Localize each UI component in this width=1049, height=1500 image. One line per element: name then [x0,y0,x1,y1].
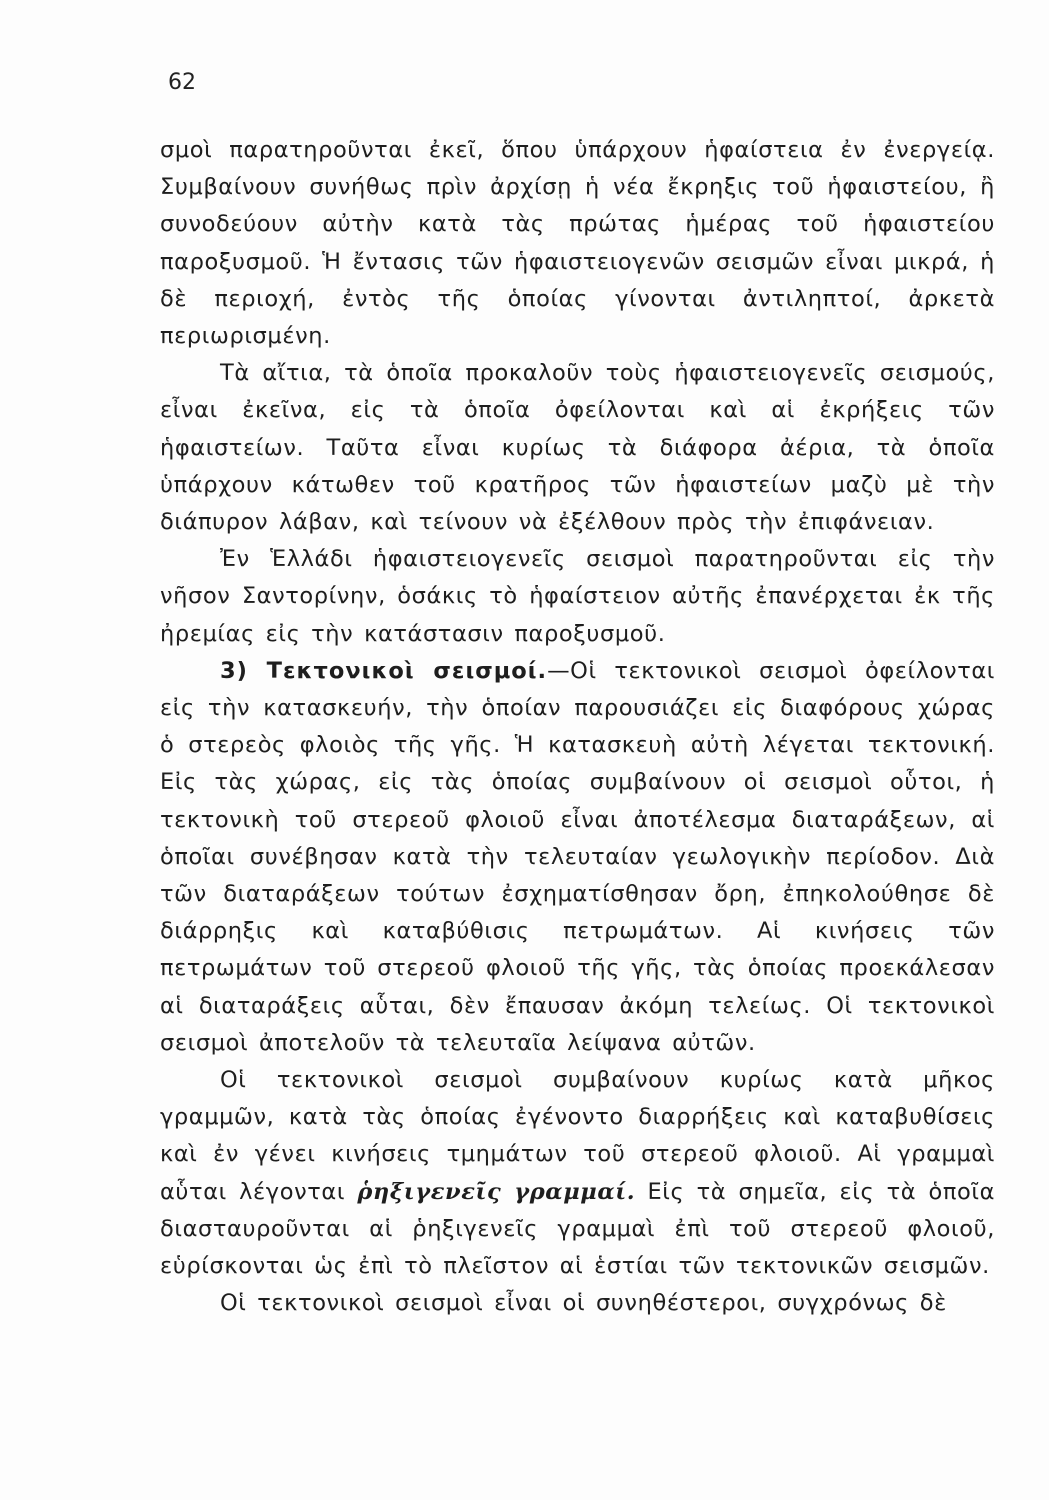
paragraph-frequency [160,1285,995,1322]
paragraph-greece-santorini [160,541,995,653]
paragraph-text: Τὰ αἴτια, τὰ ὁποῖα προκαλοῦν τοὺς ἡφαιστειογενεῖς σεισμούς, εἶναι ἐκεῖνα, εἰς τὰ ὁποῖα ὀφείλονται καὶ αἱ ἐκρήξεις τῶν ἡφαιστείων. Ταῦτα εἶναι κυρίως τὰ διάφορα ἀέρια, τὰ ὁποῖα ὑπάρχουν κάτωθεν τοῦ κρατῆρος τῶν ἡφαιστείων μαζὺ μὲ τὴν διάπυρον λάβαν, καὶ τείνουν νὰ ἐξέλθουν πρὸς τὴν ἐπιφάνειαν. [160,360,995,536]
paragraph-text: Οἱ τεκτονικοὶ σεισμοὶ εἶναι οἱ συνηθέστεροι, συγχρόνως δὲ [220,1290,947,1317]
paragraph-fault-lines [160,1062,995,1285]
page-number: 62 [168,70,196,95]
paragraph-text: Ἐν Ἑλλάδι ἡφαιστειογενεῖς σεισμοὶ παρατηροῦνται εἰς τὴν νῆσον Σαντορίνην, ὁσάκις τὸ ἡφαίστειον αὐτῆς ἐπανέρχεται ἐκ τῆς ἠρεμίας εἰς τὴν κατάστασιν παροξυσμοῦ. [160,546,995,647]
emphasized-term: ῥηξιγενεῖς γραμμαί. [357,1178,636,1205]
paragraph-text: —Οἱ τεκτονικοὶ σεισμοὶ ὀφείλονται εἰς τὴν κατασκευήν, τὴν ὁποίαν παρουσιάζει εἰς διαφόρους χώρας ὁ στερεὸς φλοιὸς τῆς γῆς. Ἡ κατασκευὴ αὐτὴ λέγεται τεκτονική. Εἰς τὰς χώρας, εἰς τὰς ὁποίας συμβαίνουν οἱ σεισμοὶ οὗτοι, ἡ τεκτονικὴ τοῦ στερεοῦ φλοιοῦ εἶναι ἀποτέλεσμα διαταράξεων, αἱ ὁποῖαι συνέβησαν κατὰ τὴν τελευταίαν γεωλογικὴν περίοδον. Διὰ τῶν διαταράξεων τούτων ἐσχηματίσθησαν ὄρη, ἐπηκολούθησε δὲ διάρρηξις καὶ καταβύθισις πετρωμάτων. Αἱ κινήσεις τῶν πετρωμάτων τοῦ στερεοῦ φλοιοῦ τῆς γῆς, τὰς ὁποίας προεκάλεσαν αἱ διαταράξεις αὗται, δὲν ἔπαυσαν ἀκόμη τελείως. Οἱ τεκτονικοὶ σεισμοὶ ἀποτελοῦν τὰ τελευταῖα λείψανα αὐτῶν. [160,657,996,1056]
body-text [160,132,995,1323]
paragraph-text: Οἱ τεκτονικοὶ σεισμοὶ συμβαίνουν κυρίως κατὰ μῆκος γραμμῶν, κατὰ τὰς ὁποίας ἐγένοντο διαρρήξεις καὶ καταβυθίσεις καὶ ἐν γένει κινήσεις τμημάτων τοῦ στερεοῦ φλοιοῦ. Αἱ γραμμαὶ αὗται λέγονται [160,1067,995,1205]
paragraph-causes [160,355,995,541]
section-heading: 3) Τεκτονικοὶ σεισμοί. [220,657,548,684]
paragraph-volcanic-earthquakes-end [160,132,995,355]
paragraph-text: σμοὶ παρατηροῦνται ἐκεῖ, ὅπου ὑπάρχουν ἡφαίστεια ἐν ἐνεργείᾳ. Συμβαίνουν συνήθως πρὶν ἀρχίσῃ ἡ νέα ἔκρηξις τοῦ ἡφαιστείου, ἢ συνοδεύουν αὐτὴν κατὰ τὰς πρώτας ἡμέρας τοῦ ἡφαιστείου παροξυσμοῦ. Ἡ ἔντασις τῶν ἡφαιστειογενῶν σεισμῶν εἶναι μικρά, ἡ δὲ περιοχή, ἐντὸς τῆς ὁποίας γίνονται ἀντιληπτοί, ἀρκετὰ περιωρισμένη. [160,137,995,350]
paragraph-tectonic-earthquakes [160,653,995,1062]
paragraph-text: Εἰς τὰ σημεῖα, εἰς τὰ ὁποῖα διασταυροῦνται αἱ ῥηξιγενεῖς γραμμαὶ ἐπὶ τοῦ στερεοῦ φλοιοῦ, εὑρίσκονται ὡς ἐπὶ τὸ πλεῖστον αἱ ἑστίαι τῶν τεκτονικῶν σεισμῶν. [160,1178,996,1280]
